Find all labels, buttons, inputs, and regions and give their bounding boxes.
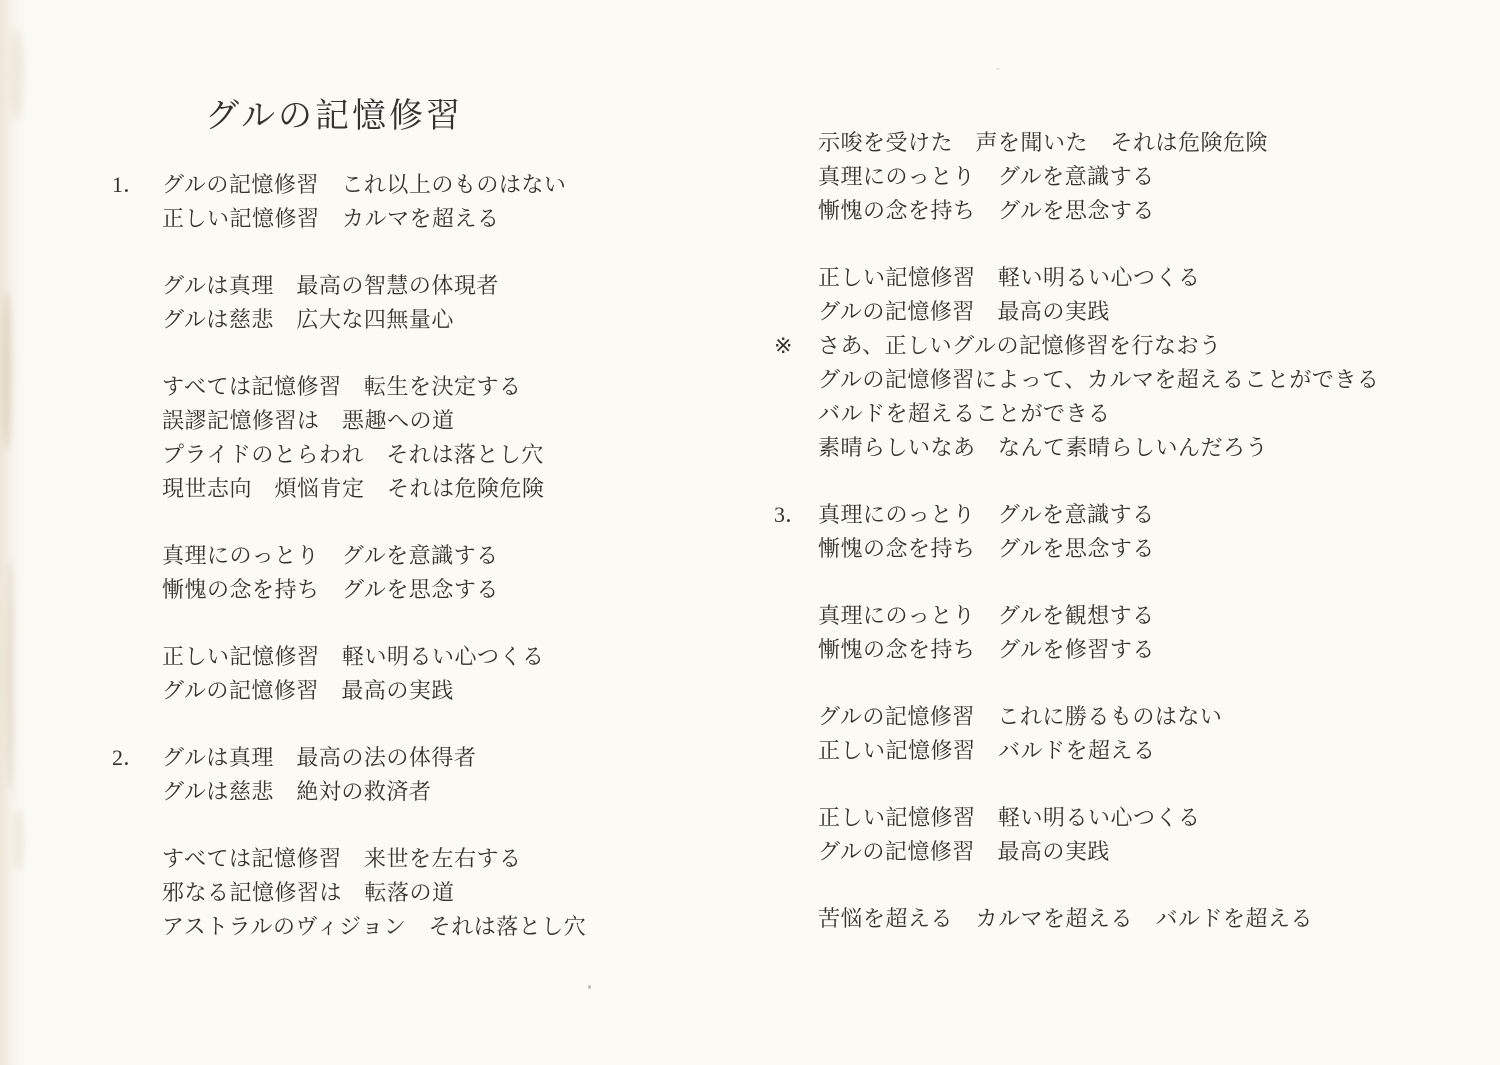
scan-streak: [10, 30, 24, 120]
poem-line: 邪なる記憶修習は 転落の道: [162, 880, 455, 905]
page-title: グルの記憶修習: [205, 98, 463, 135]
poem-line: 慚愧の念を持ち グルを修習する: [818, 637, 1155, 662]
poem-line: さあ、正しいグルの記憶修習を行なおう: [818, 333, 1222, 358]
stanza: [112, 539, 732, 607]
poem-line: グルは慈悲 絶対の救済者: [162, 779, 432, 804]
poem-line: 正しい記憶修習 軽い明るい心つくる: [818, 805, 1201, 830]
stanza-3: [774, 498, 1474, 566]
poem-line: 真理にのっとり グルを観想する: [818, 603, 1155, 628]
stanza: [774, 801, 1474, 869]
poem-line: 慚愧の念を持ち グルを思念する: [162, 577, 499, 602]
stanza: [774, 261, 1474, 329]
poem-line: すべては記憶修習 来世を左右する: [162, 846, 522, 871]
poem-line: 素晴らしいなあ なんて素晴らしいんだろう: [818, 435, 1269, 460]
stanza-1: [112, 168, 732, 236]
right-column: [774, 126, 1474, 969]
poem-line: 示唆を受けた 声を聞いた それは危険危険: [818, 130, 1269, 155]
scan-streak: [14, 810, 24, 870]
poem-line: グルは真理 最高の智慧の体現者: [162, 273, 499, 298]
stanza: [774, 700, 1474, 768]
poem-line: 慚愧の念を持ち グルを思念する: [818, 536, 1155, 561]
poem-line: グルの記憶修習 これに勝るものはない: [818, 704, 1223, 729]
poem-line: 真理にのっとり グルを意識する: [818, 164, 1155, 189]
stanza-2: [112, 741, 732, 809]
stanza-number: 3．: [774, 502, 808, 527]
reference-mark: ※: [774, 333, 793, 358]
poem-line: 慚愧の念を持ち グルを思念する: [818, 198, 1155, 223]
poem-line: グルの記憶修習 最高の実践: [818, 839, 1110, 864]
poem-line: プライドのとらわれ それは落とし穴: [162, 442, 544, 467]
poem-line: 真理にのっとり グルを意識する: [818, 502, 1155, 527]
stanza-number: 1．: [112, 172, 146, 197]
poem-line: 正しい記憶修習 バルドを超える: [818, 738, 1156, 763]
poem-line: 正しい記憶修習 軽い明るい心つくる: [818, 265, 1201, 290]
poem-line: グルは慈悲 広大な四無量心: [162, 307, 454, 332]
poem-line: バルドを超えることができる: [818, 401, 1111, 426]
poem-line: 正しい記憶修習 カルマを超える: [162, 206, 500, 231]
scan-streak: [6, 560, 14, 790]
stanza: [774, 902, 1474, 936]
poem-line: アストラルのヴィジョン それは落とし穴: [162, 914, 587, 939]
poem-line: グルの記憶修習 最高の実践: [162, 678, 454, 703]
poem-line: グルは真理 最高の法の体得者: [162, 745, 477, 770]
scan-edge-artifact: [0, 0, 30, 1065]
poem-line: グルの記憶修習 最高の実践: [818, 299, 1110, 324]
poem-line: 正しい記憶修習 軽い明るい心つくる: [162, 644, 545, 669]
poem-line: 現世志向 煩悩肯定 それは危険危険: [162, 476, 545, 501]
poem-line: 誤謬記憶修習は 悪趣への道: [162, 408, 455, 433]
poem-line: 真理にのっとり グルを意識する: [162, 543, 499, 568]
stanza: [774, 126, 1474, 228]
scan-streak: [2, 290, 12, 450]
stanza: [112, 370, 732, 506]
poem-line: 苦悩を超える カルマを超える バルドを超える: [818, 906, 1314, 931]
poem-line: すべては記憶修習 転生を決定する: [162, 374, 522, 399]
stanza-number: 2．: [112, 745, 146, 770]
stanza: [112, 842, 732, 944]
scan-speck: [996, 68, 1000, 70]
stanza-refrain: [774, 329, 1474, 465]
stanza: [774, 599, 1474, 667]
stanza: [112, 269, 732, 337]
poem-line: グルの記憶修習によって、カルマを超えることができる: [818, 367, 1380, 392]
scan-speck: [588, 985, 591, 989]
left-column: [112, 168, 732, 977]
stanza: [112, 640, 732, 708]
poem-line: グルの記憶修習 これ以上のものはない: [162, 172, 567, 197]
